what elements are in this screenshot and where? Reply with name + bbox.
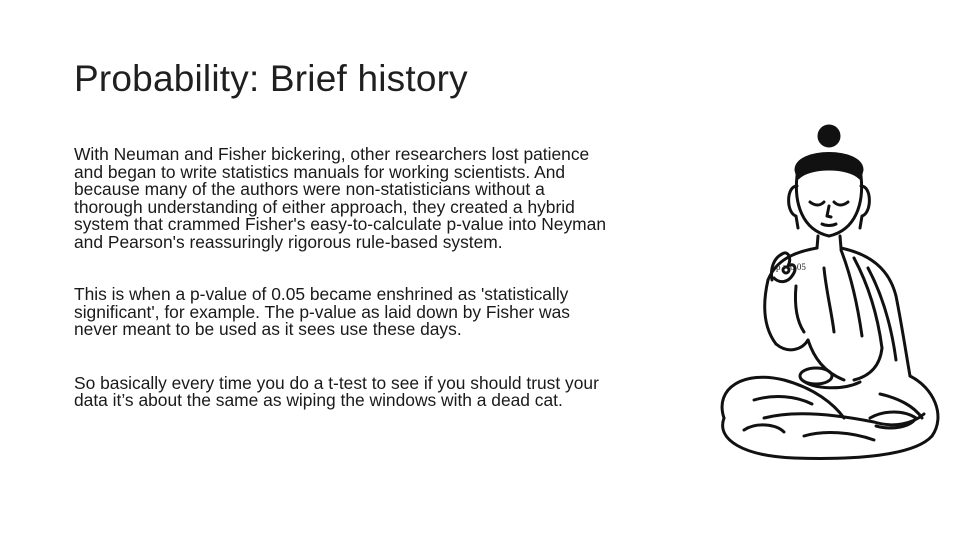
text-line: because many of the authors were non-statisticians without a bbox=[74, 179, 545, 199]
slide-body bbox=[74, 146, 702, 445]
text-line: With Neuman and Fisher bickering, other researchers lost patience bbox=[74, 144, 590, 164]
text-line: data it’s about the same as wiping the windows with a dead cat. bbox=[74, 390, 563, 410]
paragraph-t-test bbox=[74, 372, 702, 410]
paragraph-significance bbox=[74, 286, 702, 339]
buddha-illustration bbox=[684, 118, 954, 476]
text-line: So basically every time you do a t-test to see if you should trust your bbox=[74, 372, 599, 393]
text-line: never meant to be used as it sees use these days. bbox=[74, 319, 462, 339]
meditating-buddha-icon bbox=[684, 118, 954, 476]
text-line: and Pearson's reassuringly rigorous rule-based system. bbox=[74, 231, 503, 252]
text-line: This is when a p-value of 0.05 became enshrined as 'statistically bbox=[74, 284, 569, 304]
text-line: system that crammed Fisher's easy-to-calculate p-value into Neyman bbox=[74, 214, 607, 234]
paragraph-hybrid-history bbox=[74, 146, 702, 251]
text-line: thorough understanding of either approach, they created a hybrid bbox=[74, 196, 575, 217]
text-line: and began to write statistics manuals for working scientists. And bbox=[74, 161, 566, 182]
text-line: significant', for example. The p-value as laid down by Fisher was bbox=[74, 301, 570, 322]
slide-title: Probability: Brief history bbox=[74, 58, 468, 99]
p-value-label: p = 0.05 bbox=[776, 262, 806, 272]
